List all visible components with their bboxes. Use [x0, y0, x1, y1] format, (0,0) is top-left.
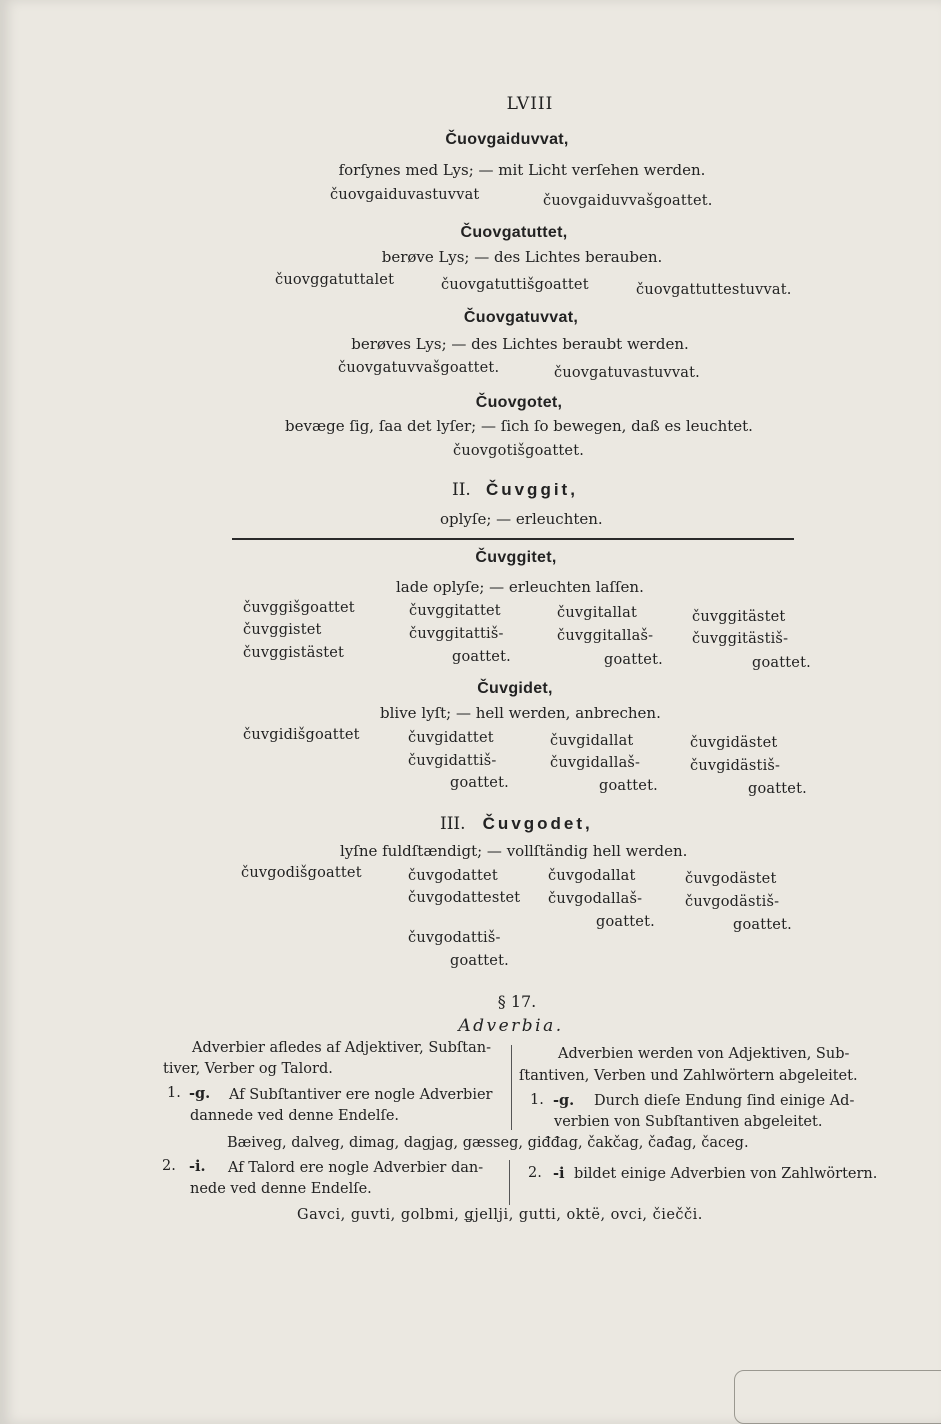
entry-form: čuovgaiduvastuvvat	[330, 187, 480, 203]
entry-headword: Čuvggitet,	[475, 549, 557, 566]
form-cell: goattet.	[748, 781, 807, 797]
form-cell: čuvgodišgoattet	[241, 865, 362, 881]
entry-form: čuovgatuvastuvvat.	[554, 365, 700, 381]
section-gloss: lyſne fuldſtændigt; — vollſtändig hell werden.	[340, 842, 688, 860]
entry-form: čuovgattuttestuvvat.	[636, 282, 792, 298]
entry-form: čuovgaiduvvašgoattet.	[543, 193, 713, 209]
form-cell: goattet.	[450, 953, 509, 969]
form-cell: čuvgidattet	[408, 730, 494, 746]
form-cell: čuvgidästiš-	[690, 758, 781, 774]
entry-headword: Čuovgatuvvat,	[463, 309, 579, 326]
left-rule-marker: -g.	[189, 1085, 211, 1102]
left-intro-line: tiver, Verber og Talord.	[163, 1061, 333, 1077]
form-cell: čuvgodallaš-	[548, 891, 643, 907]
entry-headword: Čuovgatuttet,	[460, 224, 568, 241]
section-divider	[232, 538, 794, 540]
form-cell: čuvgitallat	[557, 605, 637, 621]
form-cell: goattet.	[604, 652, 663, 668]
form-cell: čuvgodallat	[548, 868, 636, 884]
form-cell: čuvgidattiš-	[408, 753, 497, 769]
left-rule-line: dannede ved denne Endelſe.	[190, 1108, 400, 1124]
form-cell: čuvggitattet	[409, 603, 501, 619]
entry-headword: Čuvgidet,	[477, 680, 553, 697]
left-rule-line: Af Subſtantiver ere nogle Adverbier	[229, 1087, 493, 1103]
form-cell: čuvgodattestet	[408, 890, 521, 906]
left-rule-marker: -i.	[189, 1158, 206, 1175]
entry-gloss: forſynes med Lys; — mit Licht verſehen werden.	[338, 161, 706, 179]
form-cell: goattet.	[450, 775, 509, 791]
section-heading	[452, 480, 578, 500]
form-cell: goattet.	[452, 649, 511, 665]
paragraph-title: Adverbia.	[458, 1016, 564, 1036]
form-cell: čuvgidästet	[690, 735, 778, 751]
right-intro-line: ſtantiven, Verben und Zahlwörtern abgeleitet.	[519, 1068, 858, 1084]
form-cell: čuvggistet	[243, 622, 322, 638]
right-rule-line: Durch dieſe Endung ſind einige Ad-	[594, 1093, 855, 1109]
right-rule-num: 2.	[528, 1165, 542, 1181]
examples-line: Gavci, guvti, golbmi, ǥjellji, gutti, oktë, ovci, čiečči.	[297, 1207, 703, 1223]
form-cell: goattet.	[596, 914, 655, 930]
form-cell: čuvgodästiš-	[685, 894, 780, 910]
form-cell: čuvgodattet	[408, 868, 498, 884]
examples-line: Bæiveg, dalveg, dimag, dagjag, gæsseg, giđđag, čakčag, čađag, čaceg.	[227, 1135, 749, 1151]
paragraph-number: § 17.	[497, 992, 537, 1011]
section-heading	[440, 814, 593, 834]
left-intro-line: Adverbier afledes af Adjektiver, Subſtan-	[192, 1040, 491, 1056]
right-rule-marker: -g.	[553, 1092, 575, 1109]
entry-form: čuovgatuttišgoattet	[441, 277, 589, 293]
right-rule-marker: -i	[553, 1165, 565, 1182]
form-cell: goattet.	[752, 655, 811, 671]
page-corner-frame	[734, 1370, 941, 1424]
right-rule-line: verbien von Subſtantiven abgeleitet.	[554, 1114, 823, 1130]
left-rule-line: Af Talord ere nogle Adverbier dan-	[228, 1160, 484, 1176]
column-separator	[511, 1045, 512, 1130]
page-number: LVIII	[506, 94, 554, 114]
form-cell: čuvggistästet	[243, 645, 345, 661]
section-numeral: II.	[452, 480, 471, 500]
left-rule-line: nede ved denne Endelſe.	[190, 1181, 372, 1197]
form-cell: čuvggitallaš-	[557, 628, 654, 644]
entry-form: čuovgatuvvašgoattet.	[338, 360, 500, 376]
left-rule-num: 1.	[167, 1085, 181, 1101]
right-rule-num: 1.	[530, 1092, 544, 1108]
section-word: Čuvgodet,	[482, 814, 593, 833]
entry-headword: Čuovgaiduvvat,	[445, 131, 569, 148]
form-cell: čuvgodästet	[685, 871, 777, 887]
entry-headword: Čuovgotet,	[475, 394, 563, 411]
entry-gloss: bevæge ſig, ſaa det lyſer; — ſich ſo bewegen, daß es leuchtet.	[285, 417, 753, 435]
right-intro-line: Adverbien werden von Adjektiven, Sub-	[558, 1046, 850, 1062]
column-separator	[509, 1160, 510, 1205]
form-cell: čuvgidallat	[550, 733, 634, 749]
form-cell: čuvggišgoattet	[243, 600, 355, 616]
form-cell: čuvgidallaš-	[550, 755, 641, 771]
form-cell: goattet.	[733, 917, 792, 933]
form-cell: čuvgidišgoattet	[243, 727, 360, 743]
form-cell: čuvggitattiš-	[409, 626, 504, 642]
entry-gloss: berøve Lys; — des Lichtes berauben.	[381, 248, 663, 266]
entry-gloss: blive lyſt; — hell werden, anbrechen.	[380, 704, 661, 722]
entry-form: čuovggatuttalet	[275, 272, 395, 288]
section-word: Čuvggit,	[485, 480, 578, 499]
entry-gloss: berøves Lys; — des Lichtes beraubt werden.	[351, 335, 689, 353]
left-rule-num: 2.	[162, 1158, 176, 1174]
entry-gloss: lade oplyſe; — erleuchten laſſen.	[396, 578, 644, 596]
section-numeral: III.	[440, 814, 466, 834]
entry-form: čuovgotišgoattet.	[453, 443, 585, 459]
form-cell: čuvggitästiš-	[692, 631, 789, 647]
form-cell: goattet.	[599, 778, 658, 794]
right-rule-line: bildet einige Adverbien von Zahlwörtern.	[574, 1166, 878, 1182]
form-cell: čuvggitästet	[692, 609, 786, 625]
section-gloss: oplyſe; — erleuchten.	[440, 510, 603, 528]
form-cell: čuvgodattiš-	[408, 930, 501, 946]
